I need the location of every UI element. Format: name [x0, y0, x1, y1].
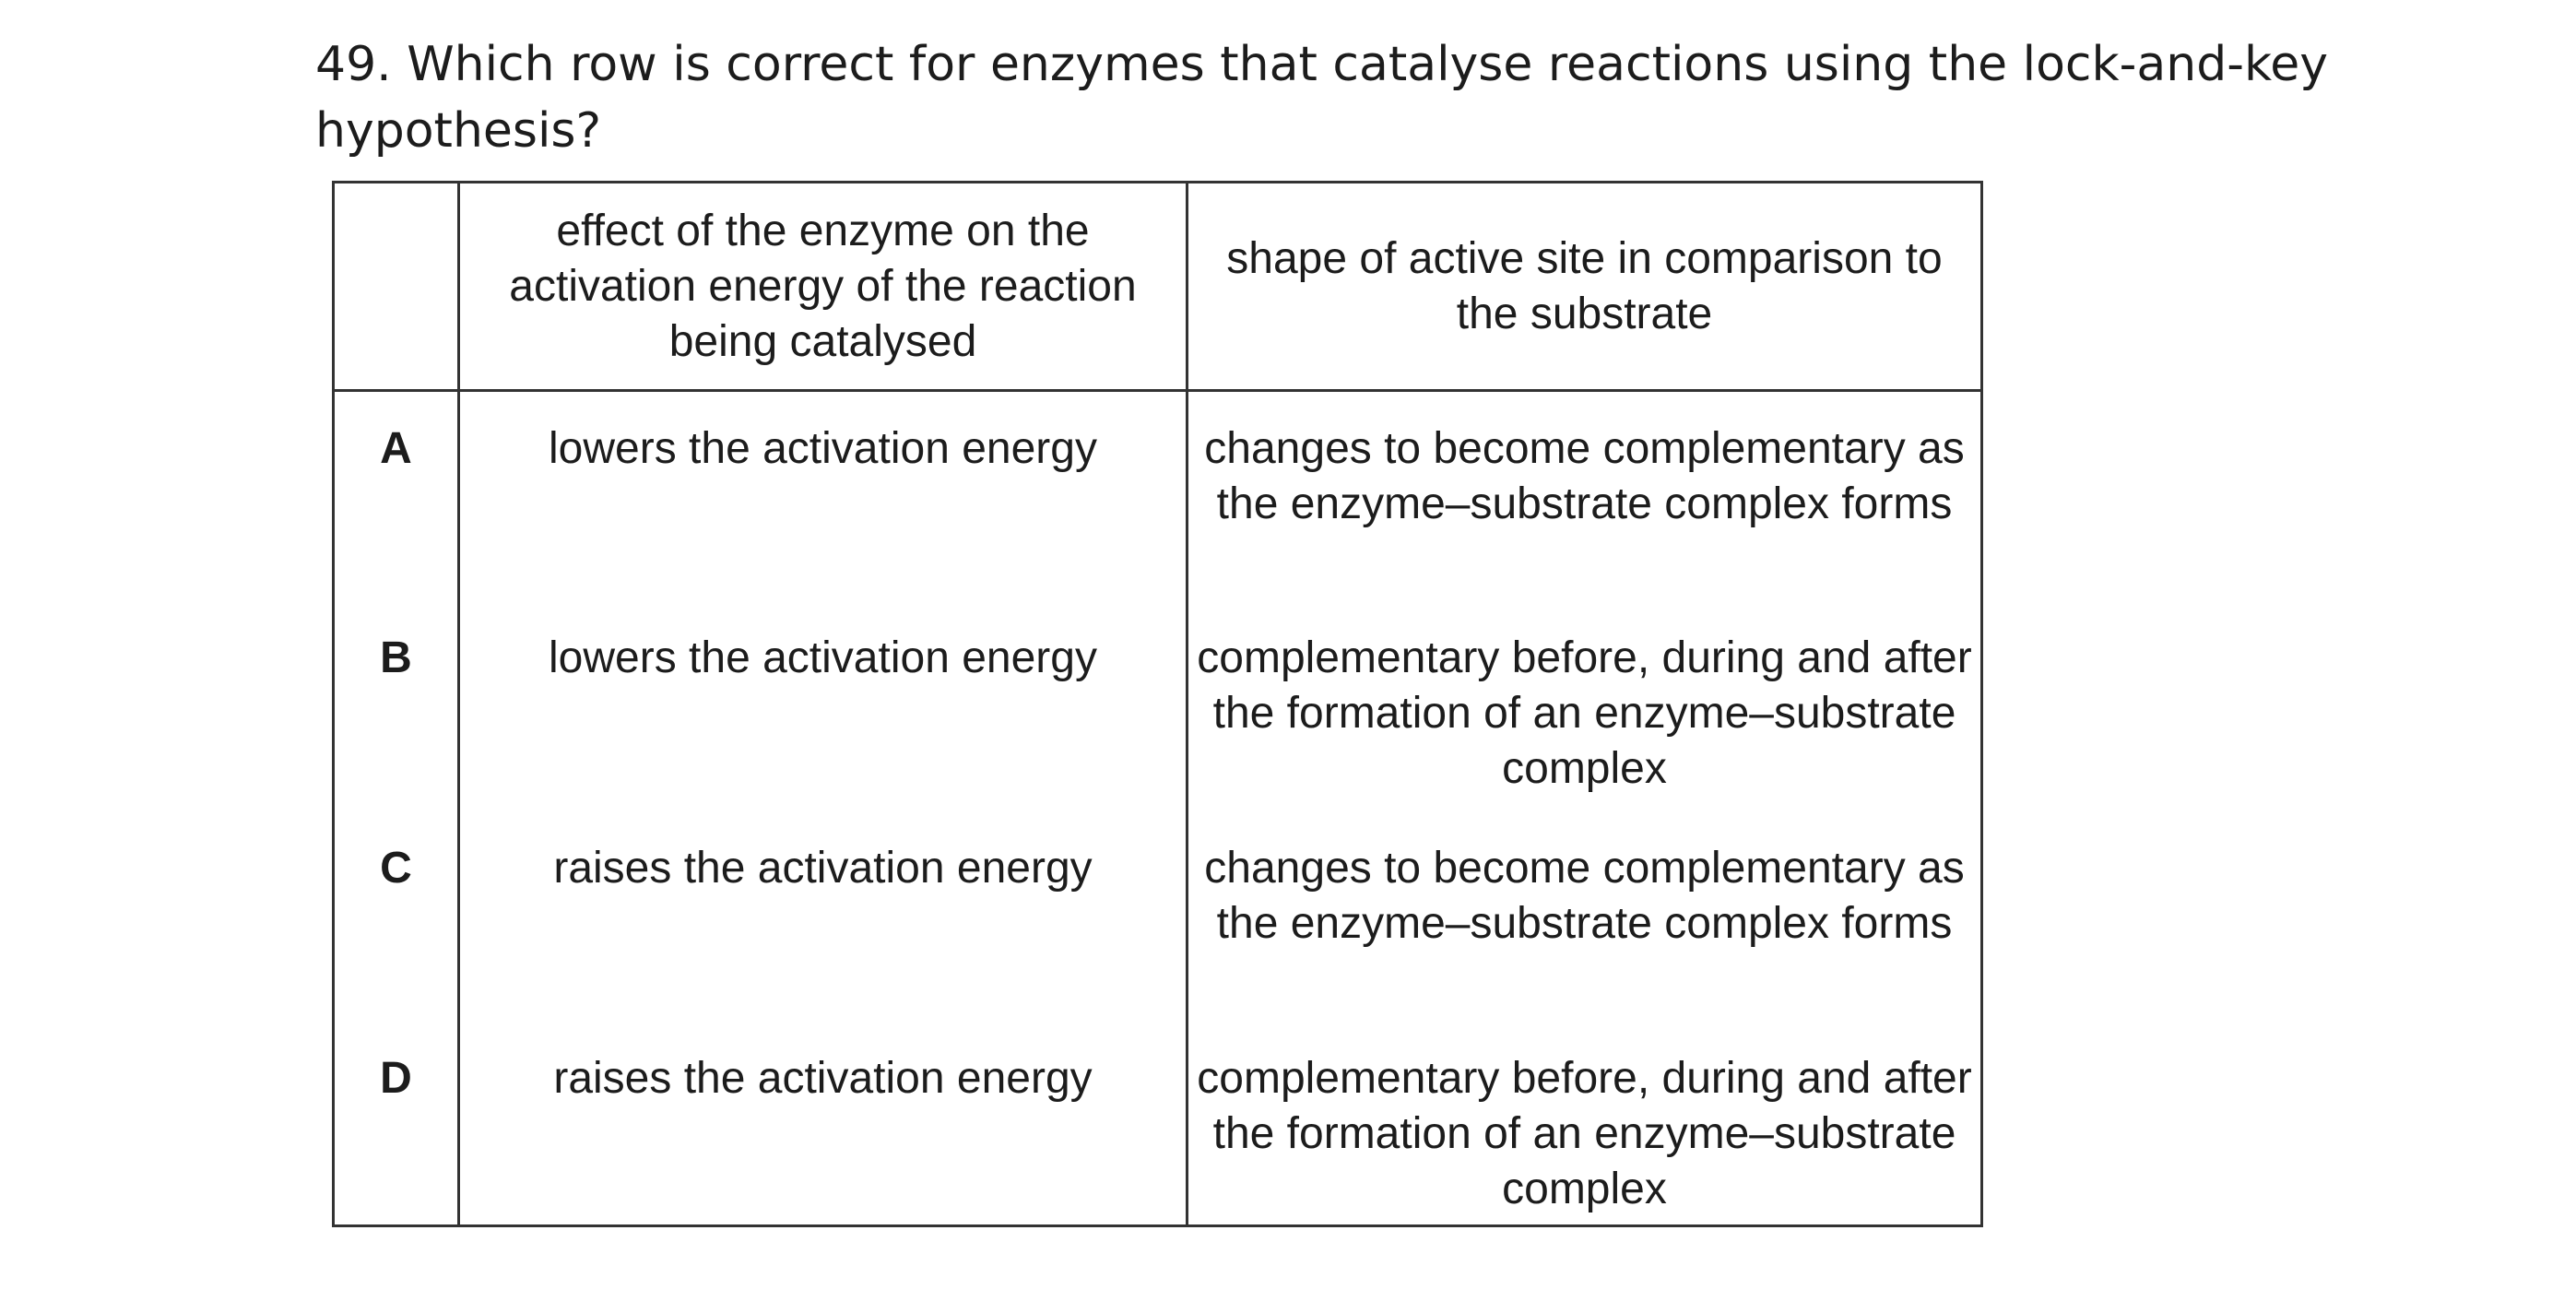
question-stem: Which row is correct for enzymes that catalyse reactions using the lock-and-key hypothesis?: [315, 37, 2329, 159]
row-shape: complementary before, during and after the formation of an enzyme–substrate complex: [1188, 601, 1982, 811]
row-shape: changes to become complementary as the enzyme–substrate complex forms: [1188, 811, 1982, 1022]
row-letter: D: [334, 1022, 459, 1226]
row-effect: lowers the activation energy: [459, 601, 1188, 811]
row-letter: B: [334, 601, 459, 811]
row-effect: lowers the activation energy: [459, 391, 1188, 601]
header-effect-cell: effect of the enzyme on the activation energy of the reaction being catalysed: [459, 183, 1188, 391]
table-header-row: [334, 183, 1982, 391]
table-row-c: [334, 811, 1982, 1022]
row-shape: changes to become complementary as the enzyme–substrate complex forms: [1188, 391, 1982, 601]
row-effect: raises the activation energy: [459, 1022, 1188, 1226]
row-letter: C: [334, 811, 459, 1022]
table-row-d: [334, 1022, 1982, 1226]
question-number: 49.: [315, 37, 392, 92]
row-letter: A: [334, 391, 459, 601]
table-row-a: [334, 391, 1982, 601]
row-shape: complementary before, during and after the formation of an enzyme–substrate complex: [1188, 1022, 1982, 1226]
header-shape-cell: shape of active site in comparison to the substrate: [1188, 183, 1982, 391]
answer-table: [332, 181, 1983, 1227]
question-text: [315, 31, 2436, 164]
row-effect: raises the activation energy: [459, 811, 1188, 1022]
header-letter-cell: [334, 183, 459, 391]
table-row-b: [334, 601, 1982, 811]
